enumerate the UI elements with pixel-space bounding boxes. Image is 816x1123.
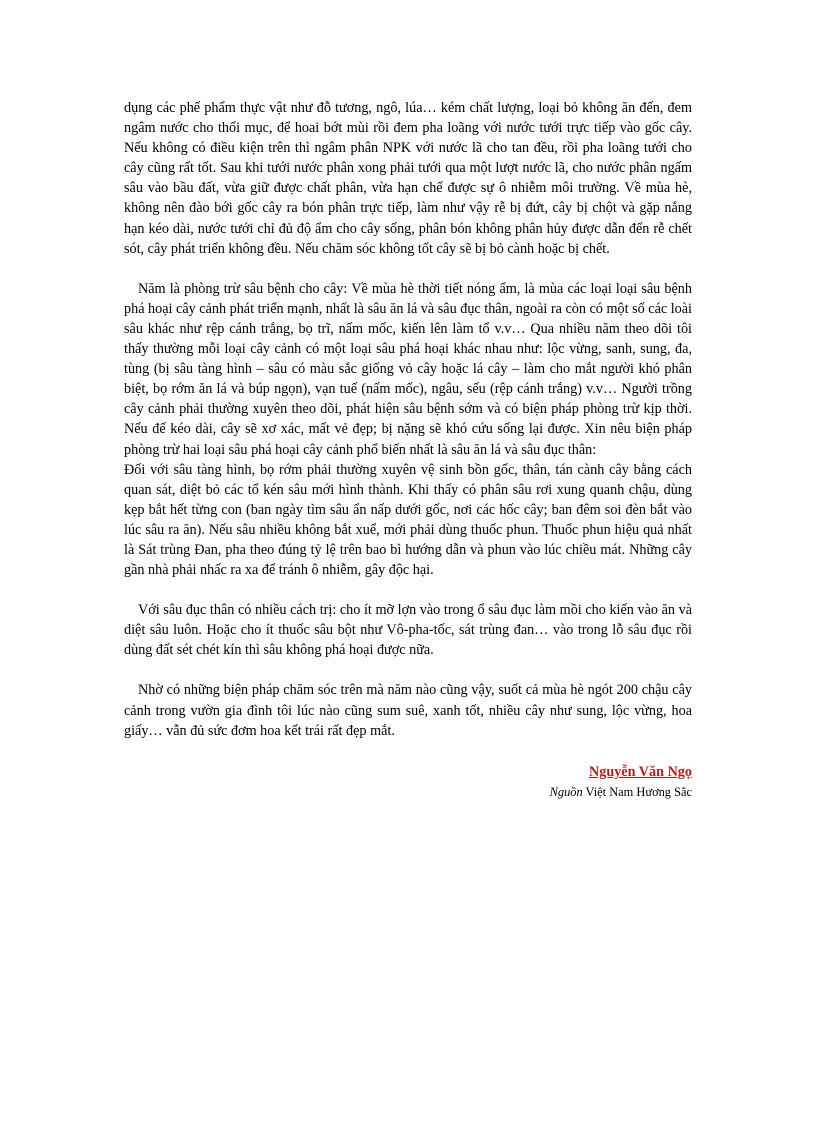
paragraph-leaf-pests: Đối với sâu tàng hình, bọ rớm phải thường xuyên vệ sinh bồn gốc, thân, tán cành cây bằng cách quan sát, diệt bỏ các tổ kén sâu mới hình thành. Khi thấy có phân sâu rơi xung quanh chậu, dùng kẹp bắt hết từng con (ban ngày tìm sâu ẩn nấp dưới gốc, nơi các hốc cây; ban đêm soi đèn bắt vào lúc sâu ra ăn). Nếu sâu nhiều không bắt xuể, mới phải dùng thuốc phun. Thuốc phun hiệu quả nhất là Sát trùng Đan, pha theo đúng tỷ lệ trên bao bì hướng dẫn và phun vào lúc chiều mát. Những cây gần nhà phải nhấc ra xa để tránh ô nhiễm, gây độc hại. (124, 461, 692, 579)
source-label: Nguồn (549, 784, 583, 799)
paragraph-conclusion: Nhờ có những biện pháp chăm sóc trên mà năm nào cũng vậy, suốt cả mùa hè ngót 200 chậu cây cảnh trong vườn gia đình tôi lúc nào cũng sum suê, xanh tốt, nhiều cây như sung, lộc vừng, hoa giấy… vẫn đủ sức đơm hoa kết trái rất đẹp mắt. (124, 682, 692, 739)
source-line (124, 782, 692, 802)
paragraph-stem-borers: Với sâu đục thân có nhiều cách trị: cho ít mỡ lợn vào trong ổ sâu đục làm mồi cho kiến vào ăn và diệt sâu luôn. Hoặc cho ít thuốc sâu bột như Vô-pha-tốc, sát trùng đan… vào trong lỗ sâu đục rồi dùng đất sét chét kín thì sâu không phá hoại được nữa. (124, 602, 692, 659)
signature-block (124, 762, 692, 782)
paragraph-pest-control-intro: Năm là phòng trừ sâu bệnh cho cây: Về mùa hè thời tiết nóng ẩm, là mùa các loại loại sâu bệnh phá hoại cây cảnh phát triển mạnh, nhất là sâu ăn lá và sâu đục thân, ngoài ra còn có một số các loài sâu khác như rệp cánh trắng, bọ trĩ, nấm mốc, kiến lên làm tổ v.v… Qua nhiều năm theo dõi tôi thấy thường mỗi loại cây cảnh có một loại sâu phá hoại khác nhau như: lộc vừng, sanh, sung, đa, tùng (bị sâu tàng hình – sâu có màu sắc giống vỏ cây hoặc lá cây – làm cho mắt người khó phân biệt, bọ rớm ăn lá và búp ngọn), vạn tuế (nấm mốc), ngâu, sếu (rệp cánh trắng) v.v… Người trồng cây cảnh phải thường xuyên theo dõi, phát hiện sâu bệnh sớm và có biện pháp phòng trừ kịp thời. Nếu để kéo dài, cây sẽ xơ xác, mất vẻ đẹp; bị nặng sẽ khó cứu sống lại được. Xin nêu biện pháp phòng trừ hai loại sâu phá hoại cây cảnh phổ biến nhất là sâu ăn lá và sâu đục thân: (124, 280, 692, 458)
author-name: Nguyễn Văn Ngọ (588, 763, 692, 780)
paragraph-fertilizing: dụng các phế phẩm thực vật như đỗ tương, ngô, lúa… kém chất lượng, loại bỏ không ăn đến, đem ngâm nước cho thối mục, để hoai bớt mùi rồi đem pha loãng với nước tưới trực tiếp vào gốc cây. Nếu không có điều kiện trên thì ngâm phân NPK với nước lã cho tan đều, rồi pha loãng tưới cho cây cũng rất tốt. Sau khi tưới nước phân xong phải tưới qua một lượt nước lã, cho nước phân ngấm sâu vào bầu đất, vừa giữ được chất phân, vừa hạn chế được sự ô nhiễm môi trường. Về mùa hè, không nên đào bới gốc cây ra bón phân trực tiếp, làm như vậy rễ bị đứt, cây bị chột và gặp nắng hạn kéo dài, nước tưới chỉ đủ độ ẩm cho cây sống, phân bón không phân hủy được dẫn đến rễ chết sót, cây phát triển không đều. Nếu chăm sóc không tốt cây sẽ bị bỏ cành hoặc bị chết. (124, 100, 692, 257)
source-name: Việt Nam Hương Sắc (585, 784, 692, 799)
article-body (124, 98, 692, 802)
